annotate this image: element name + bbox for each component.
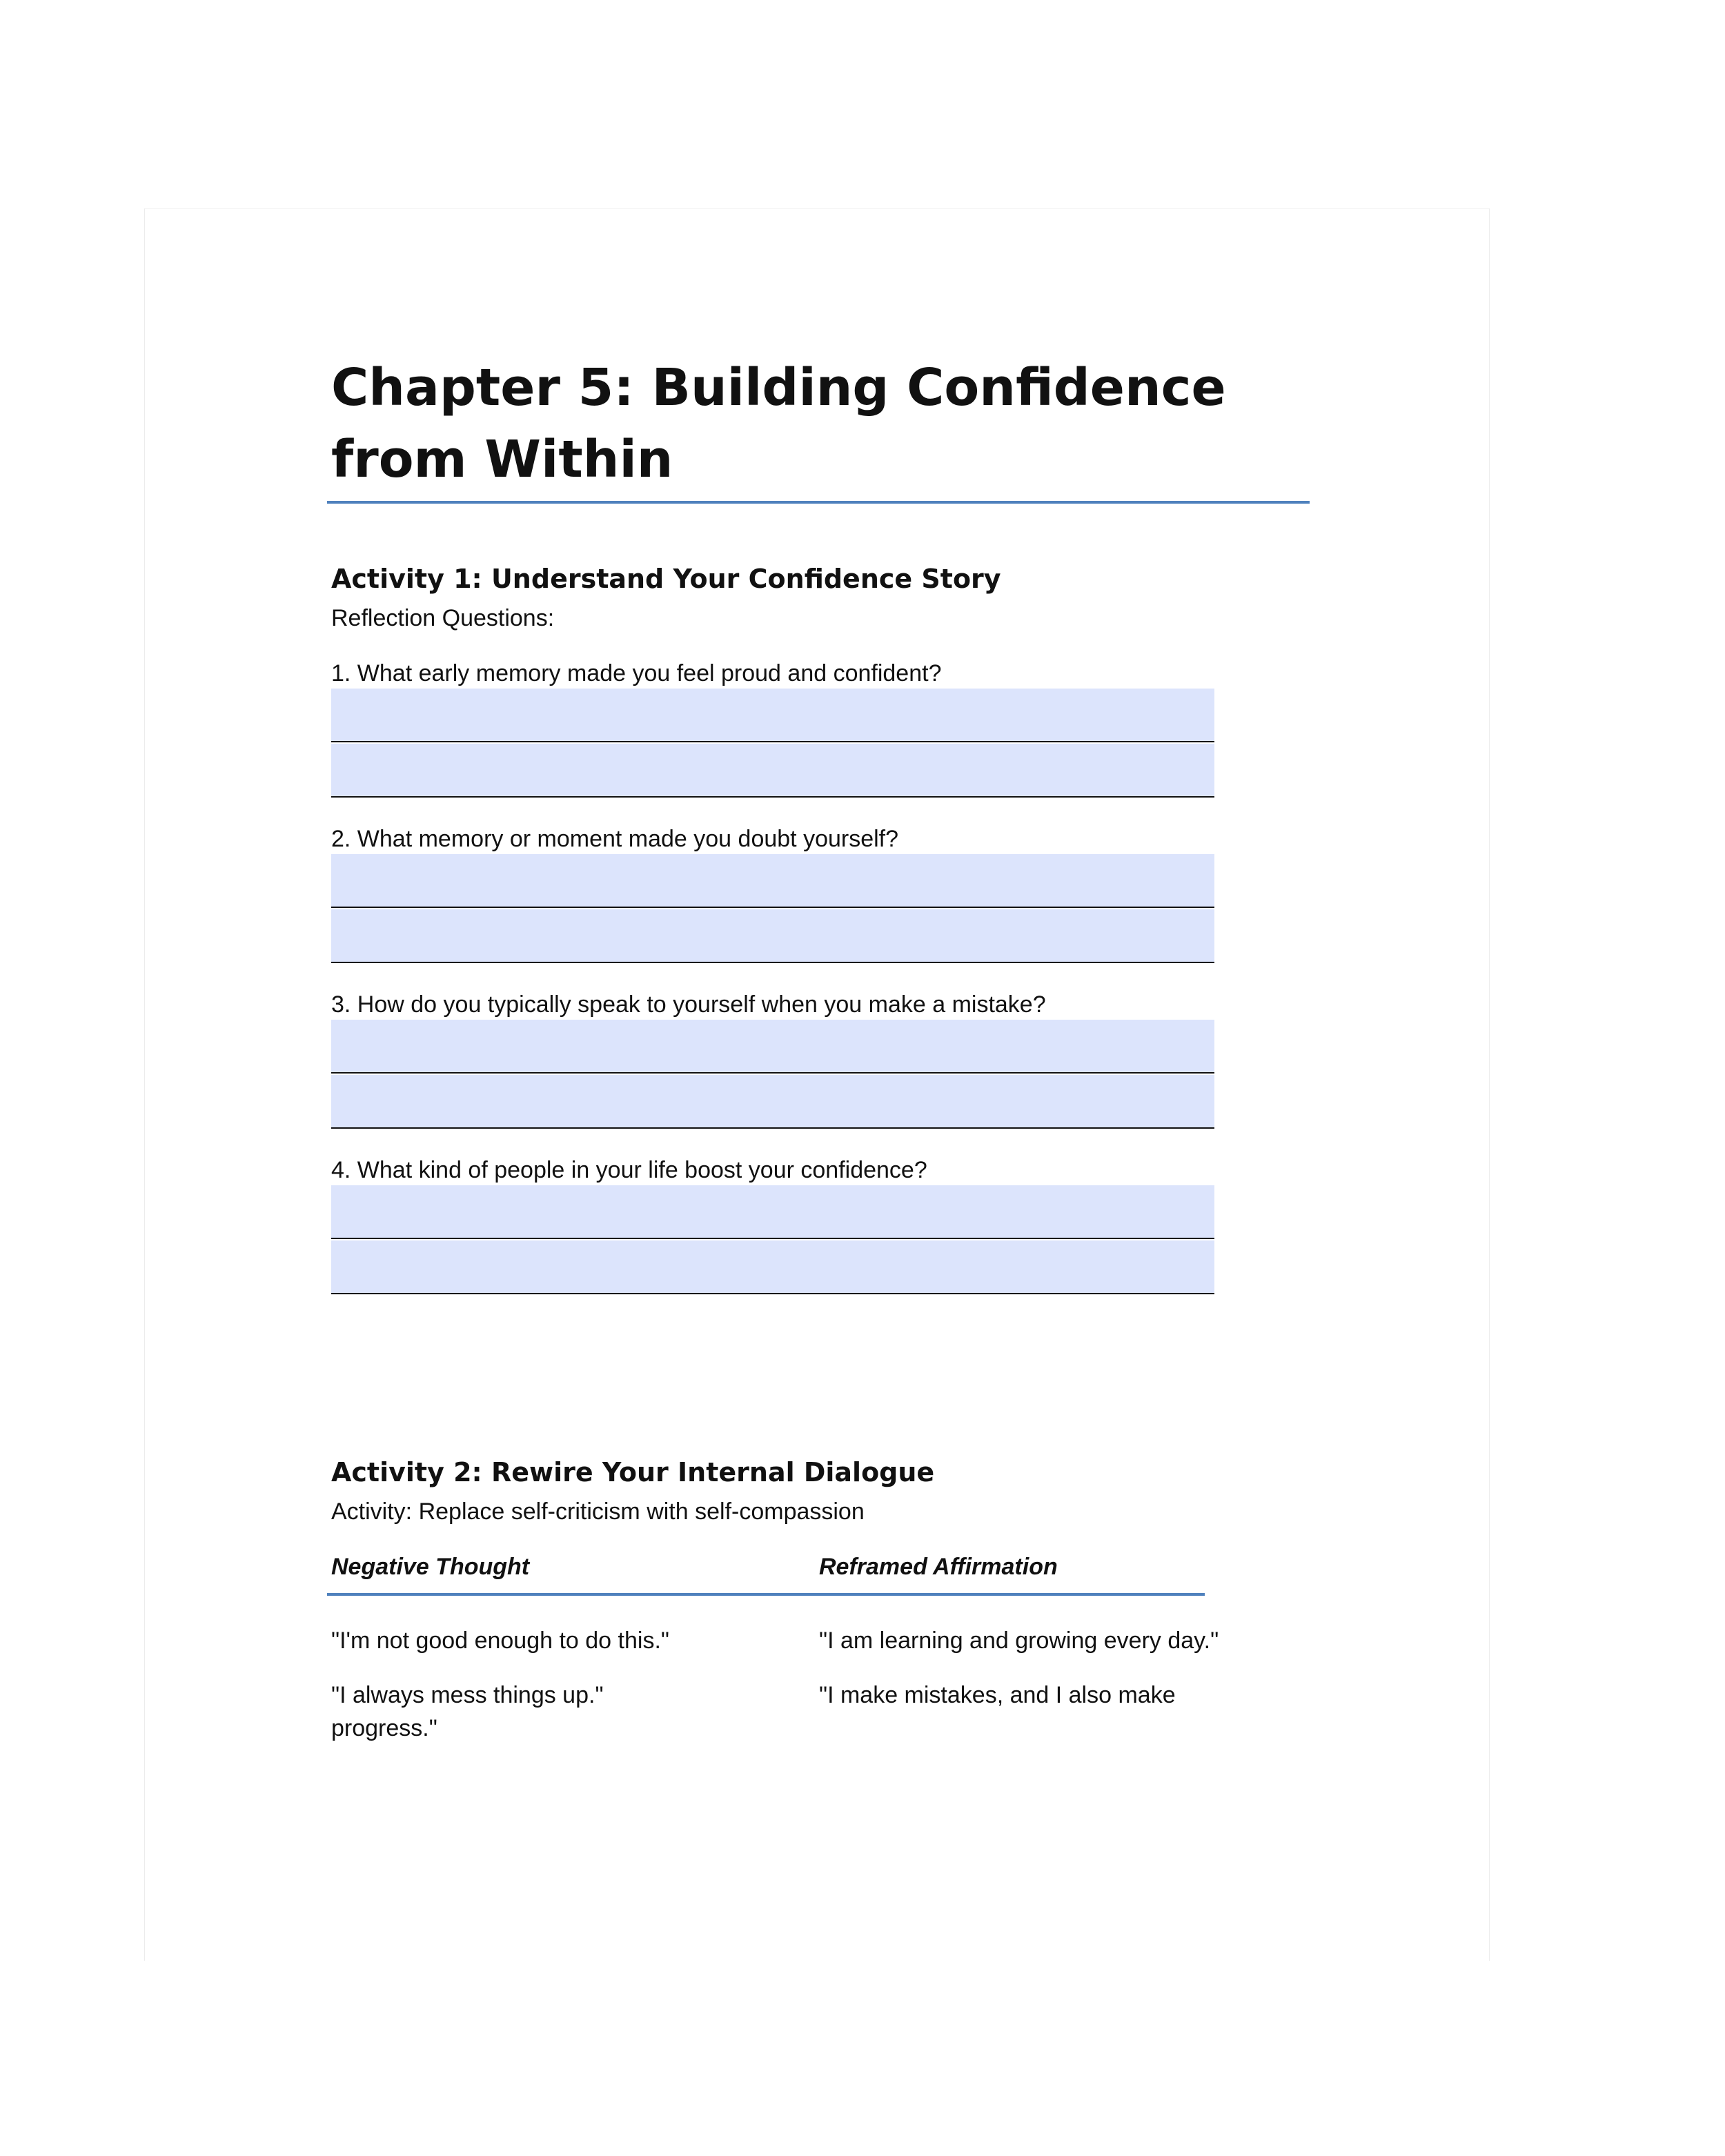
negative-thought-2: "I always mess things up." bbox=[331, 1682, 604, 1708]
question-3-text: 3. How do you typically speak to yourself when you make a mistake? bbox=[331, 991, 1046, 1018]
question-1-answer-line-1[interactable] bbox=[331, 689, 1214, 742]
question-2-answer-line-1[interactable] bbox=[331, 854, 1214, 908]
question-4-answer-line-1[interactable] bbox=[331, 1185, 1214, 1239]
question-3-answer-line-2[interactable] bbox=[331, 1075, 1214, 1129]
chapter-title: Chapter 5: Building Confidence from Within bbox=[331, 358, 1226, 489]
question-2-text: 2. What memory or moment made you doubt yourself? bbox=[331, 826, 899, 852]
negative-thought-1: "I'm not good enough to do this." bbox=[331, 1628, 669, 1654]
table-header-rule bbox=[327, 1593, 1205, 1596]
reflection-questions-label: Reflection Questions: bbox=[331, 605, 555, 631]
negative-thought-header: Negative Thought bbox=[331, 1554, 530, 1580]
title-underline bbox=[327, 501, 1310, 504]
question-4-answer-line-2[interactable] bbox=[331, 1240, 1214, 1294]
reframed-affirmation-2-wrap: progress." bbox=[331, 1715, 437, 1741]
reframed-affirmation-1: "I am learning and growing every day." bbox=[819, 1628, 1219, 1654]
question-1-answer-line-2[interactable] bbox=[331, 744, 1214, 798]
activity-2-instruction: Activity: Replace self-criticism with self-compassion bbox=[331, 1499, 865, 1525]
question-3-answer-line-1[interactable] bbox=[331, 1020, 1214, 1074]
activity-2-heading: Activity 2: Rewire Your Internal Dialogue bbox=[331, 1457, 935, 1487]
activity-1-heading: Activity 1: Understand Your Confidence Story bbox=[331, 564, 1001, 594]
reframed-affirmation-header: Reframed Affirmation bbox=[819, 1554, 1058, 1580]
question-2-answer-line-2[interactable] bbox=[331, 909, 1214, 963]
reframed-affirmation-2: "I make mistakes, and I also make bbox=[819, 1682, 1176, 1708]
question-4-text: 4. What kind of people in your life boost your confidence? bbox=[331, 1157, 927, 1183]
question-1-text: 1. What early memory made you feel proud and confident? bbox=[331, 660, 942, 686]
